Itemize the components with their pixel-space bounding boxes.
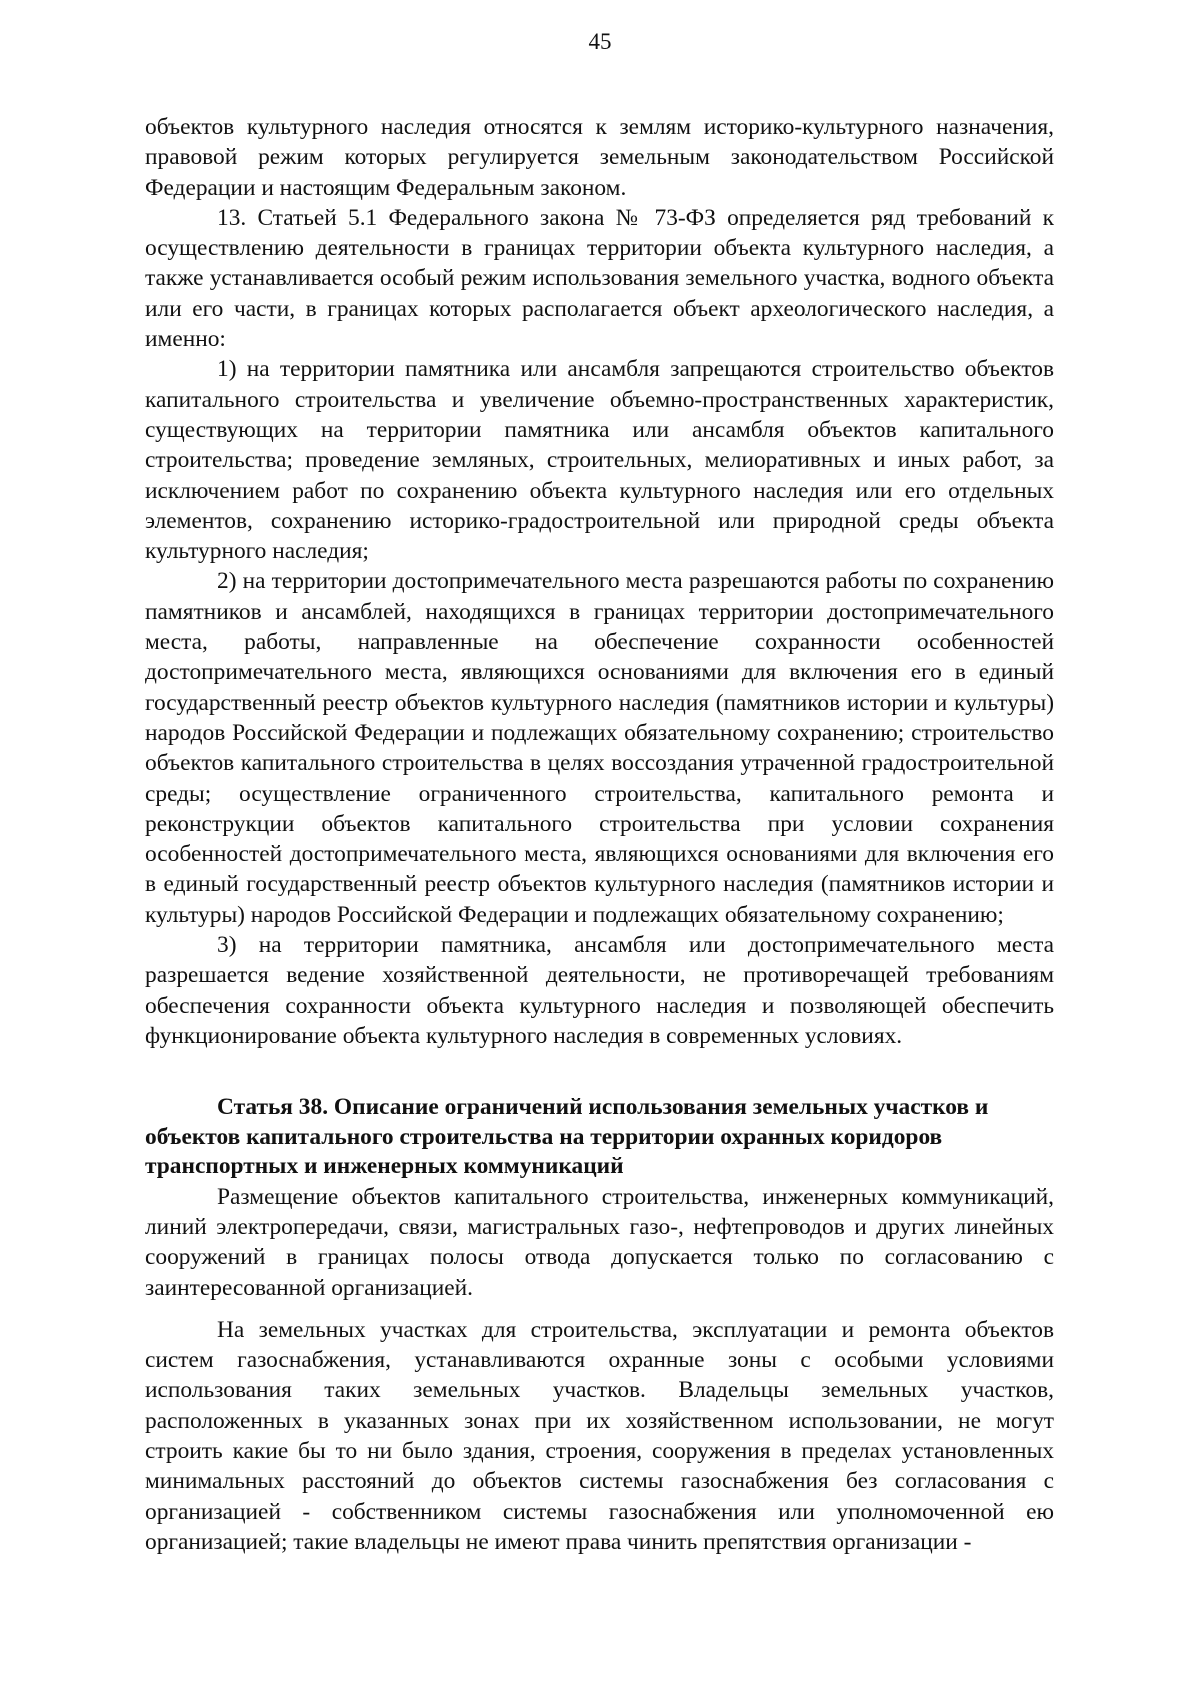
paragraph-subitem-2: 2) на территории достопримечательного места разрешаются работы по сохранению памятников и ансамблей, находящихся в границах территории достопримечательного места, работы, направленные на обеспечение сохранности особенностей достопримечательного места, являющихся основаниями для включения его в единый государственный реестр объектов культурного наследия (памятников истории и культуры) народов Российской Федерации и подлежащих обязательному сохранению; строительство объектов капитального строительства в целях воссоздания утраченной градостроительной среды; осуществление ограниченного строительства, капитального ремонта и реконструкции объектов капитального строительства при условии сохранения особенностей достопримечательного места, являющихся основаниями для включения его в единый государственный реестр объектов культурного наследия (памятников истории и культуры) народов Российской Федерации и подлежащих обязательному сохранению; bbox=[145, 568, 1054, 928]
paragraph-continuation: объектов культурного наследия относятся к землям историко-культурного назначения, правовой режим которых регулируется земельным законодательством Российской Федерации и настоящим Федеральным законом. bbox=[145, 114, 1054, 201]
paragraph-subitem-3: 3) на территории памятника, ансамбля или достопримечательного места разрешается ведение хозяйственной деятельности, не противоречащей требованиям обеспечения сохранности объекта культурного наследия и позволяющей обеспечить функционирование объекта культурного наследия в современных условиях. bbox=[145, 932, 1054, 1049]
article-38-paragraph-2: На земельных участках для строительства, эксплуатации и ремонта объектов систем газоснабжения, устанавливаются охранные зоны с особыми условиями использования таких земельных участков. Владельцы земельных участков, расположенных в указанных зонах при их хозяйственном использовании, не могут строить какие бы то ни было здания, строения, сооружения в пределах установленных минимальных расстояний до объектов системы газоснабжения без согласования с организацией - собственником системы газоснабжения или уполномоченной ею организацией; такие владельцы не имеют права чинить препятствия организации - bbox=[145, 1316, 1054, 1555]
paragraph-subitem-1: 1) на территории памятника или ансамбля запрещаются строительство объектов капитального строительства и увеличение объемно-пространственных характеристик, существующих на территории памятника или ансамбля объектов капитального строительства; проведение земляных, строительных, мелиоративных и иных работ, за исключением работ по сохранению объекта культурного наследия или его отдельных элементов, сохранению историко-градостроительной или природной среды объекта культурного наследия; bbox=[145, 356, 1054, 565]
article-38-paragraph-1: Размещение объектов капитального строительства, инженерных коммуникаций, линий электропередачи, связи, магистральных газо-, нефтепроводов и других линейных сооружений в границах полосы отвода допускается только по согласованию с заинтересованной организацией. bbox=[145, 1183, 1054, 1301]
article-38-heading: Статья 38. Описание ограничений использования земельных участков и объектов капитального строительства на территории охранных коридоров транспортных и инженерных коммуникаций bbox=[145, 1094, 989, 1180]
page-number: 45 bbox=[588, 29, 612, 54]
paragraph-item-13: 13. Статьей 5.1 Федерального закона № 73-ФЗ определяется ряд требований к осуществлению деятельности в границах территории объекта культурного наследия, а также устанавливается особый режим использования земельного участка, водного объекта или его части, в границах которых располагается объект археологического наследия, а именно: bbox=[145, 204, 1054, 353]
document-body bbox=[145, 112, 1054, 1557]
